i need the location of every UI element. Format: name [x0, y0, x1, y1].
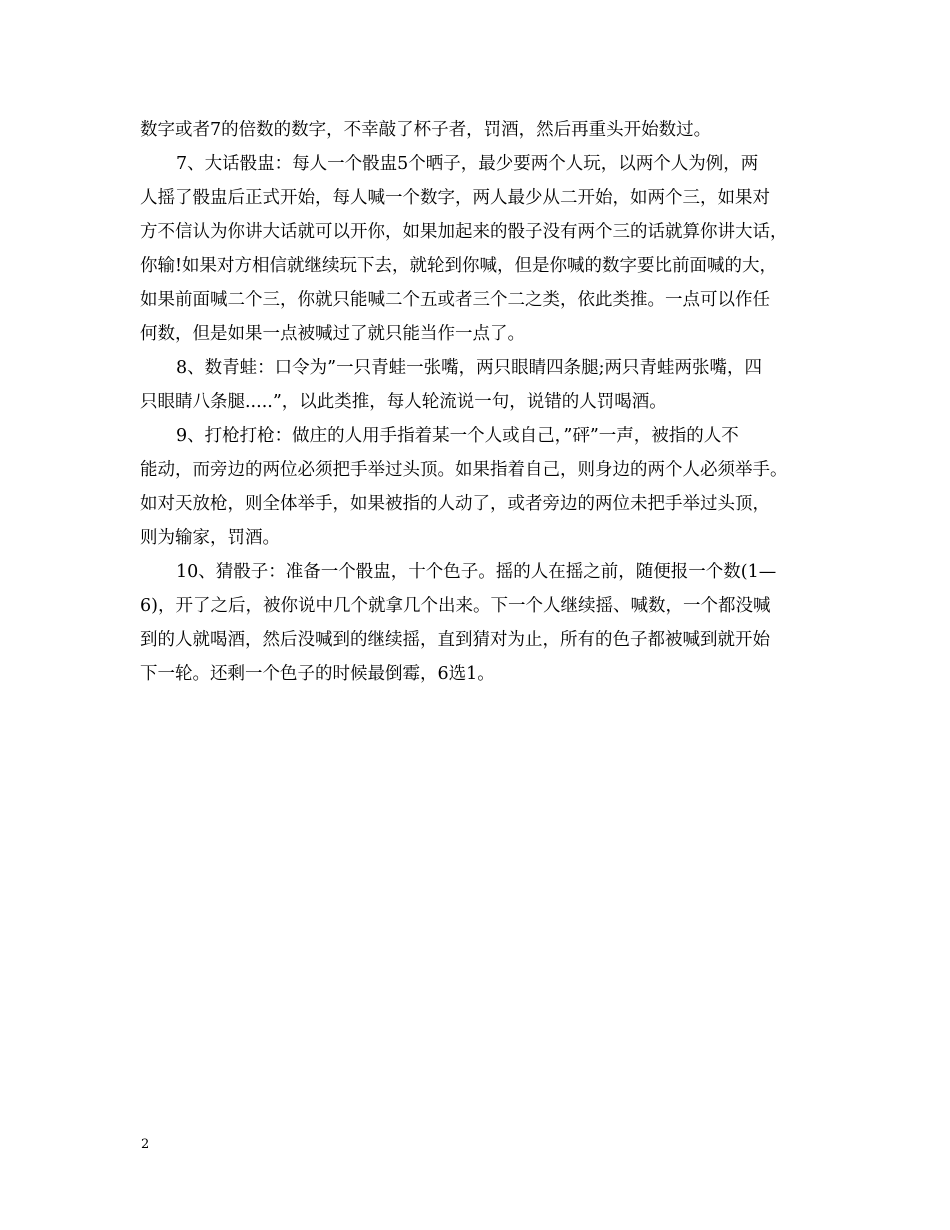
paragraph-9-start: 9、打枪打枪：做庄的人用手指着某一个人或自己，”砰”一声，被指的人不 — [176, 426, 739, 446]
paragraph-10-start: 10、猜骰子：准备一个骰盅，十个色子。摇的人在摇之前，随便报一个数(1— — [176, 562, 777, 582]
text-line: 如果前面喊二个三，你就只能喊二个五或者三个二之类，依此类推。一点可以作任 — [140, 290, 770, 310]
text-line: 只眼睛八条腿.....”，以此类推，每人轮流说一句，说错的人罚喝酒。 — [140, 392, 667, 412]
text-line: 方不信认为你讲大话就可以开你，如果加起来的骰子没有两个三的话就算你讲大话， — [140, 222, 788, 242]
text-line: 何数，但是如果一点被喊过了就只能当作一点了。 — [140, 324, 525, 344]
page-number: 2 — [141, 1137, 150, 1152]
text-line: 人摇了骰盅后正式开始，每人喊一个数字，两人最少从二开始，如两个三，如果对 — [140, 188, 770, 208]
text-line: 能动，而旁边的两位必须把手举过头顶。如果指着自己，则身边的两个人必须举手。 — [140, 460, 788, 480]
paragraph-8-start: 8、数青蛙：口令为”一只青蛙一张嘴，两只眼睛四条腿;两只青蛙两张嘴，四 — [176, 358, 762, 378]
text-line: 6)，开了之后，被你说中几个就拿几个出来。下一个人继续摇、喊数，一个都没喊 — [140, 596, 771, 616]
text-line: 则为输家，罚酒。 — [140, 528, 280, 548]
paragraph-7-start: 7、大话骰盅：每人一个骰盅5个晒子，最少要两个人玩，以两个人为例，两 — [176, 154, 759, 174]
text-line: 到的人就喝酒，然后没喊到的继续摇，直到猜对为止，所有的色子都被喊到就开始 — [140, 630, 770, 650]
text-line: 你输!如果对方相信就继续玩下去，就轮到你喊，但是你喊的数字要比前面喊的大， — [140, 256, 778, 276]
text-line: 数字或者7的倍数的数字，不幸敲了杯子者，罚酒，然后再重头开始数过。 — [140, 120, 712, 140]
text-line: 下一轮。还剩一个色子的时候最倒霉，6选1。 — [140, 664, 495, 684]
text-line: 如对天放枪，则全体举手，如果被指的人动了，或者旁边的两位未把手举过头顶， — [140, 494, 770, 514]
